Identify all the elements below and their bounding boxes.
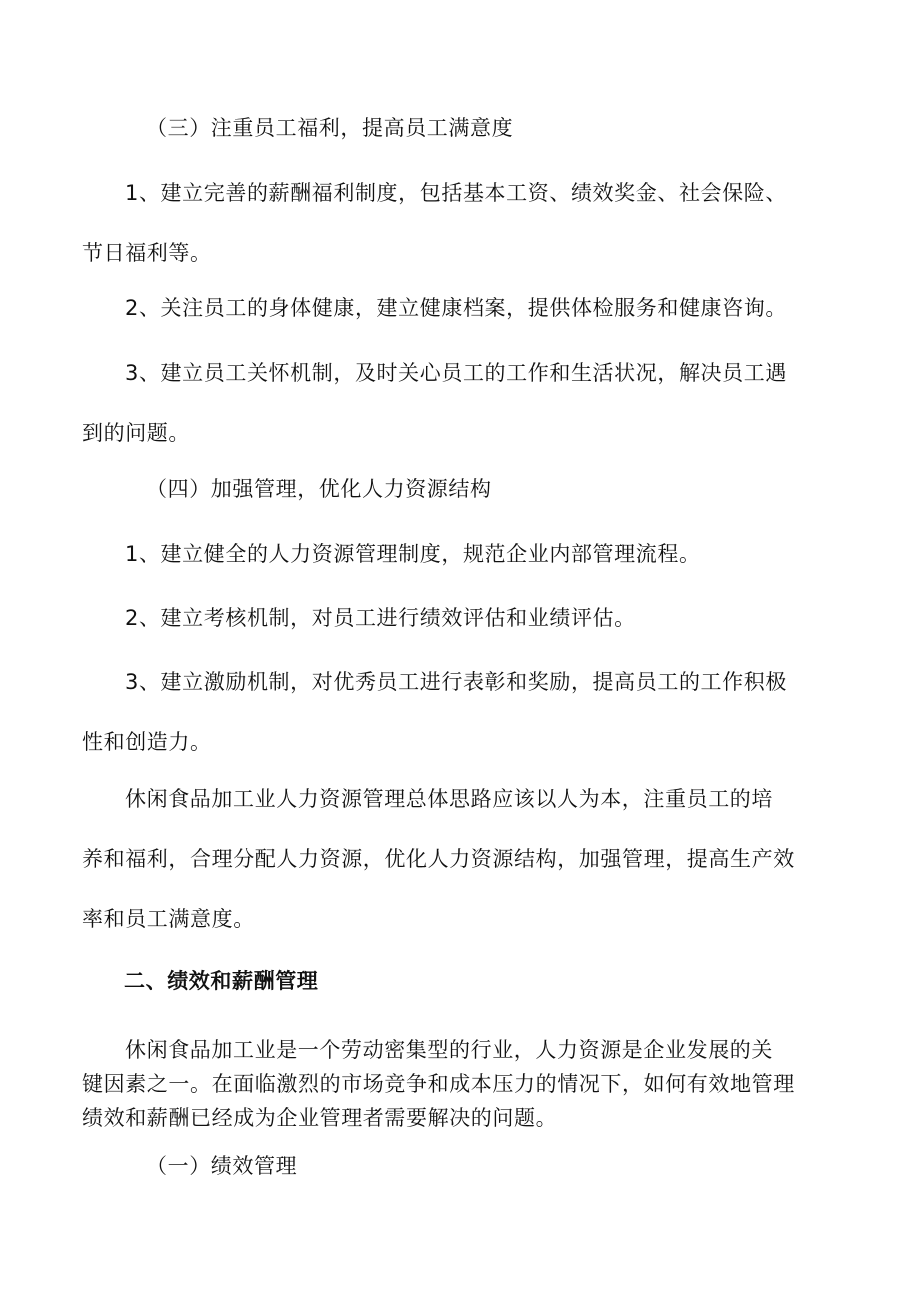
text-line: 节日福利等。 <box>82 241 212 265</box>
text-line: 1、建立完善的薪酬福利制度，包括基本工资、绩效奖金、社会保险、 <box>125 181 787 205</box>
text-line: 2、建立考核机制，对员工进行绩效评估和业绩评估。 <box>125 606 636 630</box>
chapter-heading: 二、绩效和薪酬管理 <box>124 969 319 993</box>
text-line: 养和福利，合理分配人力资源，优化人力资源结构，加强管理，提高生产效 <box>82 847 795 871</box>
text-line: 性和创造力。 <box>82 730 212 754</box>
section-heading-4: （四）加强管理，优化人力资源结构 <box>146 477 492 501</box>
text-line: 3、建立员工关怀机制，及时关心员工的工作和生活状况，解决员工遇 <box>125 361 787 385</box>
section-heading-3: （三）注重员工福利，提高员工满意度 <box>146 116 514 140</box>
list-item <box>82 278 842 338</box>
text-line: 1、建立健全的人力资源管理制度，规范企业内部管理流程。 <box>125 542 701 566</box>
text-line: 率和员工满意度。 <box>82 907 255 931</box>
list-item <box>82 588 842 648</box>
list-item <box>82 524 842 584</box>
list-item <box>82 163 842 283</box>
text-line: 绩效和薪酬已经成为企业管理者需要解决的问题。 <box>82 1106 558 1130</box>
list-item <box>82 343 842 463</box>
summary-paragraph <box>82 769 842 949</box>
text-line: 3、建立激励机制，对优秀员工进行表彰和奖励，提高员工的工作积极 <box>125 670 787 694</box>
intro-paragraph <box>82 1033 842 1135</box>
text-line: 休闲食品加工业人力资源管理总体思路应该以人为本，注重员工的培 <box>125 787 773 811</box>
list-item <box>82 652 842 772</box>
text-line: 2、关注员工的身体健康，建立健康档案，提供体检服务和健康咨询。 <box>125 296 787 320</box>
sub-heading: （一）绩效管理 <box>146 1154 298 1178</box>
text-line: 休闲食品加工业是一个劳动密集型的行业，人力资源是企业发展的关 <box>125 1038 773 1062</box>
text-line: 到的问题。 <box>82 421 190 445</box>
text-line: 键因素之一。在面临激烈的市场竞争和成本压力的情况下，如何有效地管理 <box>82 1072 795 1096</box>
